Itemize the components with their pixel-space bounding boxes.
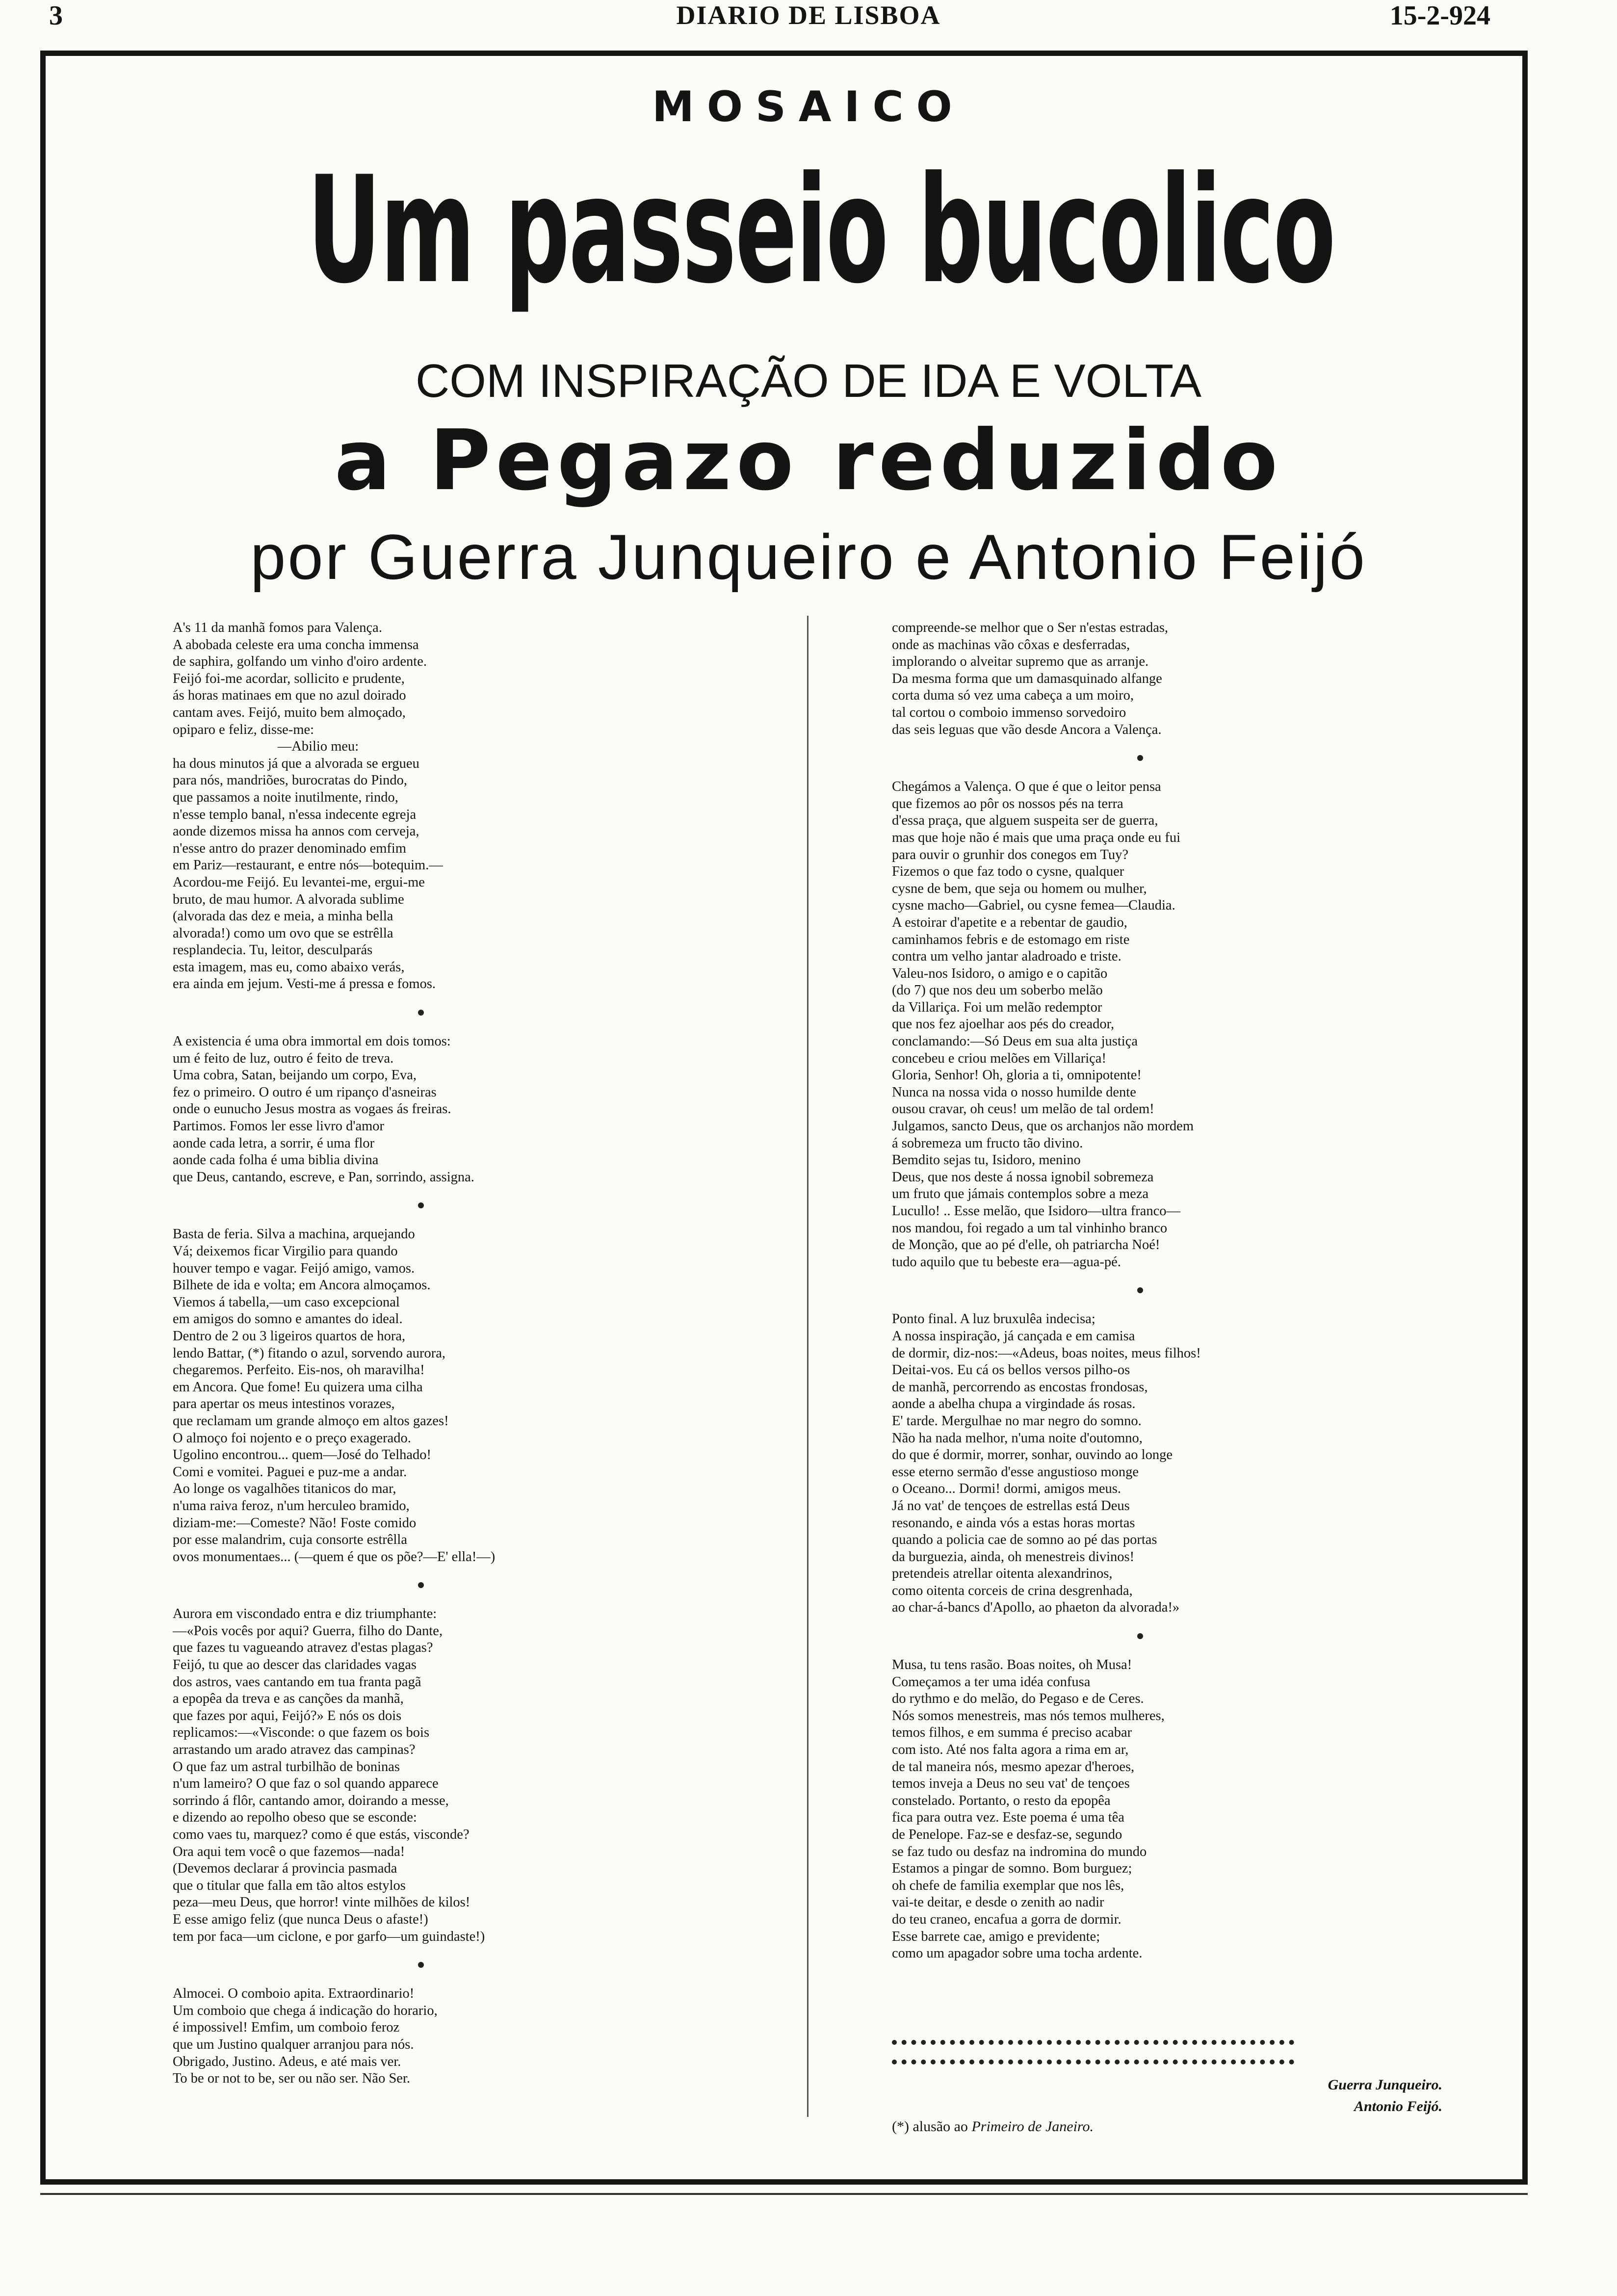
newspaper-name: DIARIO DE LISBOA <box>676 0 941 30</box>
poem-line: que um Justino qualquer arranjou para nós. <box>173 2036 414 2052</box>
poem-line: Deitai-vos. Eu cá os bellos versos pilho-os <box>892 1362 1130 1378</box>
poem-line: pretendeis atrellar oitenta alexandrinos, <box>892 1566 1113 1582</box>
poem-line: Estamos a pingar de somno. Bom burguez; <box>892 1861 1132 1877</box>
poem-line: contra um velho jantar aladroado e triste. <box>892 949 1121 965</box>
poem-line: para nós, mandriões, burocratas do Pindo, <box>173 773 408 788</box>
poem-line: Bemdito sejas tu, Isidoro, menino <box>892 1152 1081 1168</box>
poem-line: Ponto final. A luz bruxulêa indecisa; <box>892 1311 1095 1327</box>
poem-line: um fruto que jámais contemplos sobre a meza <box>892 1186 1149 1202</box>
poem-line: fica para outra vez. Este poema é uma têa <box>892 1810 1124 1826</box>
headline: Um passeio bucolico <box>307 145 1335 316</box>
poem-line: Acordou-me Feijó. Eu levantei-me, ergui-me <box>173 874 425 890</box>
poem-line: que nos fez ajoelhar aos pés do creador, <box>892 1017 1115 1032</box>
poem-line: para ouvir o grunhir dos conegos em Tuy? <box>892 847 1129 862</box>
poem-line: temos filhos, e em summa é preciso acabar <box>892 1725 1132 1741</box>
poem-line: a epopêa da treva e as canções da manhã, <box>173 1691 404 1707</box>
poem-line: Feijó, tu que ao descer das claridades vagas <box>173 1657 417 1673</box>
poem-line: To be or not to be, ser ou não ser. Não Ser. <box>173 2071 410 2087</box>
poem-line: caminhamos febris e de estomago em riste <box>892 932 1130 947</box>
stanza-separator-dot <box>418 1962 424 1968</box>
poem-line: como oitenta corceis de crina desgrenhada, <box>892 1583 1133 1598</box>
poem-line: concebeu e criou melões em Villariça! <box>892 1050 1106 1066</box>
poem-line: um é feito de luz, outro é feito de treva. <box>173 1050 394 1066</box>
stanza-separator-dot <box>1137 1287 1143 1293</box>
poem-line: Fizemos o que faz todo o cysne, qualquer <box>892 864 1124 880</box>
poem-line: dos astros, vaes cantando em tua franta pagã <box>173 1674 421 1690</box>
poem-line: A existencia é uma obra immortal em dois tomos: <box>173 1034 451 1049</box>
poem-line: replicamos:—«Visconde: o que fazem os bois <box>173 1725 430 1741</box>
poem-line: Almocei. O comboio apita. Extraordinario! <box>173 1986 415 2002</box>
poem-line: com isto. Até nos falta agora a rima em ar, <box>892 1742 1129 1758</box>
dotted-divider <box>892 2040 1294 2045</box>
poem-line: diziam-me:—Comeste? Não! Foste comido <box>173 1515 417 1531</box>
signature-block <box>1295 2074 1442 2117</box>
poem-line: Julgamos, sancto Deus, que os archanjos não mordem <box>892 1119 1194 1134</box>
poem-line: Comi e vomitei. Paguei e puz-me a andar. <box>173 1464 407 1480</box>
poem-line: de saphira, golfando um vinho d'oiro ardente. <box>173 654 427 670</box>
poem-line: Partimos. Fomos ler esse livro d'amor <box>173 1119 385 1134</box>
poem-line: cysne macho—Gabriel, ou cysne femea—Claudia. <box>892 898 1175 913</box>
byline: por Guerra Junqueiro e Antonio Feijó <box>250 521 1367 593</box>
poem-line: o Oceano... Dormi! dormi, amigos meus. <box>892 1481 1121 1497</box>
poem-line: houver tempo e vagar. Feijó amigo, vamos. <box>173 1260 415 1276</box>
poem-line: Nós somos menestreis, mas nós temos mulheres, <box>892 1708 1165 1723</box>
stanza-separator-dot <box>418 1202 424 1208</box>
poem-line: Bilhete de ida e volta; em Ancora almoçamos. <box>173 1278 431 1293</box>
poem-line: em Pariz—restaurant, e entre nós—botequim.— <box>173 858 443 873</box>
poem-line: peza—meu Deus, que horror! vinte milhões de kilos! <box>173 1895 470 1910</box>
poem-line: conclamando:—Só Deus em sua alta justiça <box>892 1034 1138 1049</box>
poem-line: n'uma raiva feroz, n'um herculeo bramido, <box>173 1498 410 1513</box>
poem-line: de manhã, percorrendo as encostas frondosas, <box>892 1379 1148 1395</box>
poem-line: tem por faca—um ciclone, e por garfo—um guindaste!) <box>173 1929 485 1944</box>
poem-line: opiparo e feliz, disse-me: <box>173 722 314 737</box>
poem-line: resonando, e ainda vós a estas horas mortas <box>892 1515 1135 1531</box>
poem-line: Não ha nada melhor, n'uma noite d'outomno, <box>892 1430 1143 1446</box>
poem-line: cantam aves. Feijó, muito bem almoçado, <box>173 704 406 720</box>
poem-line: que o titular que falla em tão altos estylos <box>173 1878 406 1893</box>
poem-line: do rythmo e do melão, do Pegaso e de Ceres. <box>892 1691 1144 1707</box>
subheading-large: a Pegazo reduzido <box>334 412 1283 509</box>
poem-line: Já no vat' de tençoes de estrellas está Deus <box>892 1498 1130 1513</box>
poem-line: implorando o alveitar supremo que as arranje. <box>892 654 1149 670</box>
poem-line: Feijó foi-me acordar, sollicito e prudente, <box>173 671 405 686</box>
poem-line: lendo Battar, (*) fitando o azul, sorvendo aurora, <box>173 1345 446 1361</box>
poem-line: Obrigado, Justino. Adeus, e até mais ver. <box>173 2054 401 2069</box>
poem-line: n'um lameiro? O que faz o sol quando apparece <box>173 1776 439 1792</box>
poem-line: aonde a abelha chupa a virgindade ás rosas. <box>892 1396 1136 1412</box>
poem-line: A nossa inspiração, já cançada e em camisa <box>892 1328 1135 1344</box>
poem-line: Ora aqui tem você o que fazemos—nada! <box>173 1844 405 1859</box>
poem-line: Valeu-nos Isidoro, o amigo e o capitão <box>892 965 1108 981</box>
poem-line: era ainda em jejum. Vesti-me á pressa e fomos. <box>173 976 436 992</box>
poem-line: se faz tudo ou desfaz na indromina do mundo <box>892 1844 1147 1859</box>
poem-right-column <box>892 620 1505 2003</box>
poem-line: Ao longe os vagalhões titanicos do mar, <box>173 1481 396 1497</box>
poem-line: Musa, tu tens rasão. Boas noites, oh Musa! <box>892 1657 1132 1673</box>
poem-line: que reclamam um grande almoço em altos gazes! <box>173 1413 449 1429</box>
footnote <box>892 2118 1094 2135</box>
signature-line: Antonio Feijó. <box>1354 2098 1442 2114</box>
poem-line: aonde dizemos missa ha annos com cerveja, <box>173 824 419 839</box>
poem-line: que passamos a noite inutilmente, rindo, <box>173 789 398 805</box>
poem-line: A estoirar d'apetite e a rebentar de gaudio, <box>892 914 1127 930</box>
poem-line: de dormir, diz-nos:—«Adeus, boas noites, meus filhos! <box>892 1345 1201 1361</box>
poem-line: —«Pois vocês por aqui? Guerra, filho do Dante, <box>173 1623 443 1639</box>
poem-line: onde as machinas vão côxas e desferradas, <box>892 637 1130 652</box>
stanza <box>173 1033 786 1186</box>
poem-line: que Deus, cantando, escreve, e Pan, sorrindo, assigna. <box>173 1169 474 1185</box>
poem-line: Basta de feria. Silva a machina, arquejando <box>173 1226 415 1242</box>
poem-line: E' tarde. Mergulhae no mar negro do somno. <box>892 1413 1142 1429</box>
poem-line: Ugolino encontrou... quem—José do Telhado! <box>173 1447 432 1463</box>
poem-line: que fizemos ao pôr os nossos pés na terra <box>892 796 1123 811</box>
poem-line: para apertar os meus intestinos vorazes, <box>173 1396 395 1412</box>
poem-line: da burguezia, ainda, oh menestreis divinos! <box>892 1549 1135 1565</box>
poem-line: constelado. Portanto, o resto da epopêa <box>892 1793 1111 1808</box>
poem-line: em Ancora. Que fome! Eu quizera uma cilha <box>173 1379 423 1395</box>
footnote-text: (*) alusão ao <box>892 2118 968 2135</box>
poem-line: sorrindo á flôr, cantando amor, doirando a messe, <box>173 1793 449 1808</box>
bottom-rule <box>40 2193 1528 2195</box>
stanza <box>173 620 786 993</box>
poem-line: onde o eunucho Jesus mostra as vogaes ás freiras. <box>173 1101 451 1117</box>
poem-line: alvorada!) como um ovo que se estrêlla <box>173 925 393 941</box>
poem-line: de Penelope. Faz-se e desfaz-se, segundo <box>892 1827 1122 1842</box>
poem-line: Uma cobra, Satan, beijando um corpo, Eva, <box>173 1068 417 1083</box>
poem-line: fez o primeiro. O outro é um ripanço d'asneiras <box>173 1084 437 1100</box>
poem-line: em amigos do somno e amantes do ideal. <box>173 1311 403 1327</box>
stanza <box>173 1226 786 1565</box>
poem-line: esse eterno sermão d'esse angustioso monge <box>892 1464 1139 1480</box>
poem-line: Viemos á tabella,—um caso excepcional <box>173 1294 400 1310</box>
poem-line: tal cortou o comboio immenso sorvedoiro <box>892 704 1126 720</box>
poem-line: Dentro de 2 ou 3 ligeiros quartos de hora, <box>173 1328 406 1344</box>
poem-line: como um apagador sobre uma tocha ardente. <box>892 1946 1143 1961</box>
poem-line: Chegámos a Valença. O que é que o leitor pensa <box>892 779 1161 795</box>
stanza <box>173 1985 786 2087</box>
poem-line: de Monção, que ao pé d'elle, oh patriarcha Noé! <box>892 1237 1160 1253</box>
poem-line: n'esse templo banal, n'essa indecente egreja <box>173 807 417 822</box>
poem-line: por esse malandrim, cuja consorte estrêlla <box>173 1532 407 1548</box>
poem-line: das seis leguas que vão desde Ancora a Valença. <box>892 722 1162 737</box>
poem-line: Um comboio que chega á indicação do horario, <box>173 2003 438 2018</box>
stanza-separator-dot <box>418 1582 424 1588</box>
stanza <box>892 620 1505 738</box>
poem-line: Esse barrete cae, amigo e previdente; <box>892 1929 1100 1944</box>
poem-line: O almoço foi nojento e o preço exagerado. <box>173 1430 411 1446</box>
poem-line: E esse amigo feliz (que nunca Deus o afaste!) <box>173 1911 428 1927</box>
dotted-divider <box>892 2060 1294 2064</box>
poem-line: (do 7) que nos deu um soberbo melão <box>892 983 1103 998</box>
poem-line: que fazes tu vagueando atravez d'estas plagas? <box>173 1640 433 1656</box>
poem-line: do que é dormir, morrer, sonhar, ouvindo ao longe <box>892 1447 1173 1463</box>
poem-left-column <box>173 620 786 2128</box>
poem-line: chegaremos. Perfeito. Eis-nos, oh maravilha! <box>173 1362 425 1378</box>
stanza-separator-dot <box>1137 755 1143 761</box>
poem-line: á sobremeza um fructo tão divino. <box>892 1135 1083 1151</box>
poem-line: resplandecia. Tu, leitor, desculparás <box>173 942 373 958</box>
poem-line: corta duma só vez uma cabeça a um moiro, <box>892 688 1134 704</box>
issue-date: 15-2-924 <box>1389 0 1490 31</box>
poem-line: temos inveja a Deus no seu vat' de tençoes <box>892 1776 1130 1792</box>
poem-line: aonde cada folha é uma biblia divina <box>173 1152 379 1168</box>
poem-line: de tal maneira nós, mesmo apezar d'heroes, <box>892 1759 1135 1774</box>
poem-line: Aurora em viscondado entra e diz triumphante: <box>173 1606 437 1622</box>
poem-line: ousou cravar, oh ceus! um melão de tal ordem! <box>892 1101 1154 1117</box>
section-title: MOSAICO <box>652 82 965 131</box>
signature-line: Guerra Junqueiro. <box>1328 2077 1442 2093</box>
poem-line: A abobada celeste era uma concha immensa <box>173 637 419 652</box>
poem-line: arrastando um arado atravez das campinas? <box>173 1742 416 1758</box>
subheading: COM INSPIRAÇÃO DE IDA E VOLTA <box>415 355 1202 407</box>
poem-line: nos mandou, foi regado a um tal vinhinho branco <box>892 1220 1168 1236</box>
poem-line: compreende-se melhor que o Ser n'estas estradas, <box>892 620 1169 635</box>
poem-line: O que faz um astral turbilhão de boninas <box>173 1759 400 1774</box>
poem-line: e dizendo ao repolho obeso que se esconde: <box>173 1810 417 1826</box>
poem-line: que fazes por aqui, Feijó?» E nós os dois <box>173 1708 402 1723</box>
stanza <box>892 1311 1505 1617</box>
poem-line: é impossivel! Emfim, um comboio feroz <box>173 2020 400 2035</box>
poem-line: Vá; deixemos ficar Virgilio para quando <box>173 1244 398 1259</box>
poem-line: esta imagem, mas eu, como abaixo verás, <box>173 959 405 975</box>
column-divider <box>807 616 808 2117</box>
poem-line: A's 11 da manhã fomos para Valença. <box>173 620 382 635</box>
poem-line: aonde cada letra, a sorrir, é uma flor <box>173 1135 375 1151</box>
poem-line: do teu craneo, encafua a gorra de dormir. <box>892 1911 1121 1927</box>
poem-line: quando a policia cae de somno ao pé das portas <box>892 1532 1157 1548</box>
poem-line: Lucullo! .. Esse melão, que Isidoro—ultra franco— <box>892 1203 1181 1219</box>
footnote-title: Primeiro de Janeiro. <box>971 2118 1094 2135</box>
poem-line: da Villariça. Foi um melão redemptor <box>892 999 1102 1015</box>
poem-line: (Devemos declarar á provincia pasmada <box>173 1861 397 1877</box>
poem-line: vai-te deitar, e desde o zenith ao nadir <box>892 1895 1104 1910</box>
poem-line: bruto, de mau humor. A alvorada sublime <box>173 891 404 907</box>
page-number: 3 <box>49 0 63 31</box>
stanza-separator-dot <box>1137 1633 1143 1639</box>
poem-line: oh chefe de familia exemplar que nos lês, <box>892 1878 1124 1893</box>
poem-line: Nunca na nossa vida o nosso humilde dente <box>892 1084 1136 1100</box>
poem-line: ha dous minutos já que a alvorada se ergueu <box>173 756 419 771</box>
poem-line: Começamos a ter uma idéa confusa <box>892 1674 1091 1690</box>
stanza <box>892 1657 1505 1962</box>
poem-line: ás horas matinaes em que no azul doirado <box>173 688 406 704</box>
poem-line: —Abilio meu: <box>173 739 359 755</box>
poem-line: tudo aquilo que tu bebeste era—agua-pé. <box>892 1254 1121 1270</box>
poem-line: Da mesma forma que um damasquinado alfange <box>892 671 1162 686</box>
poem-line: n'esse antro do prazer denominado emfim <box>173 840 407 856</box>
poem-line: d'essa praça, que alguem suspeita ser de guerra, <box>892 813 1158 829</box>
poem-line: Gloria, Senhor! Oh, gloria a ti, omnipotente! <box>892 1068 1142 1083</box>
poem-line: mas que hoje não é mais que uma praça onde eu fui <box>892 830 1180 845</box>
stanza-separator-dot <box>418 1010 424 1016</box>
poem-line: (alvorada das dez e meia, a minha bella <box>173 909 393 924</box>
poem-line: cysne de bem, que seja ou homem ou mulher, <box>892 881 1147 896</box>
stanza <box>892 779 1505 1271</box>
poem-line: ovos monumentaes... (—quem é que os põe?—E' ella!—) <box>173 1549 496 1565</box>
poem-line: como vaes tu, marquez? como é que estás, visconde? <box>173 1827 469 1842</box>
poem-line: ao char-á-bancs d'Apollo, ao phaeton da alvorada!» <box>892 1600 1180 1616</box>
stanza <box>173 1606 786 1945</box>
poem-line: Deus, que nos deste á nossa ignobil sobremeza <box>892 1169 1154 1185</box>
